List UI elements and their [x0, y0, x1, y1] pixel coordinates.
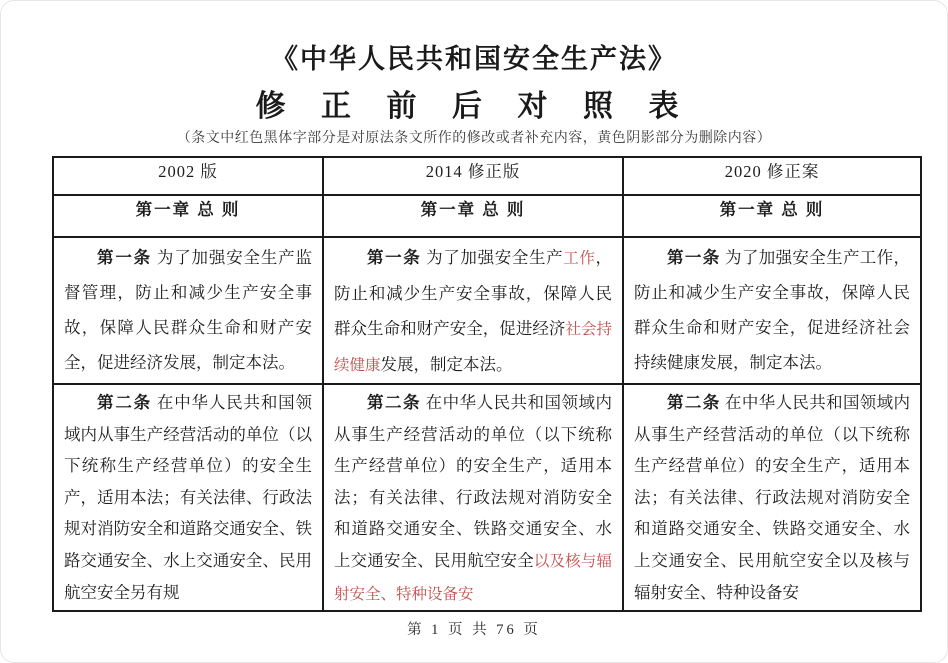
article-body-text: 为了加强安全生产工作，防止和减少生产安全事故，保障人民群众生命和财产安全，促进经济社会持续健康发展，制定本法。 — [634, 248, 911, 372]
article-text — [334, 240, 612, 383]
article-2-cell-2014 — [323, 384, 623, 611]
article-body-text: 为了加强安全生产监督管理，防止和减少生产安全事故，保障人民群众生命和财产安全，促进经济发展，制定本法。 — [64, 248, 313, 372]
header-row — [53, 157, 921, 195]
article-body-text: 为了加强安全生产 — [421, 248, 564, 267]
article-body-text: 发展，制定本法。 — [380, 355, 513, 374]
column-header-2020: 2020 修正案 — [623, 157, 921, 195]
article-number: 第一条 — [97, 248, 152, 267]
revised-text: 以及核与辐射安全、特种设备安 — [334, 552, 612, 603]
article-number: 第一条 — [367, 248, 422, 267]
page-number: 第 1 页 共 76 页 — [407, 622, 541, 638]
article-text — [634, 240, 910, 380]
article-1-cell-2014 — [323, 237, 623, 384]
table-row-article-1 — [53, 237, 921, 384]
article-number: 第一条 — [667, 248, 721, 267]
chapter-row — [53, 195, 921, 237]
legend-note: （条文中红色黑体字部分是对原法条文所作的修改或者补充内容，黄色阴影部分为删除内容） — [176, 131, 772, 146]
article-1-cell-2020 — [623, 237, 921, 384]
document-subtitle: 修 正 前 后 对 照 表 — [255, 90, 693, 123]
article-body-text: 在中华人民共和国领域内从事生产经营活动的单位（以下统称生产经营单位）的安全生产，适用本法；有关法律、行政法规对消防安全和道路交通安全、铁路交通安全、水上交通安全、民用航空安全另有规 — [64, 393, 313, 602]
article-text — [634, 387, 910, 608]
chapter-title-2002: 第一章 总 则 — [53, 195, 323, 237]
chapter-title-2020: 第一章 总 则 — [623, 195, 921, 237]
comparison-table — [52, 156, 922, 612]
article-2-cell-2020 — [623, 384, 921, 611]
article-number: 第二条 — [667, 393, 721, 412]
article-2-cell-2002 — [53, 384, 323, 611]
document-title: 《中华人民共和国安全生产法》 — [271, 44, 677, 74]
column-header-2014: 2014 修正版 — [323, 157, 623, 195]
revised-text: 社会持续健康 — [334, 321, 612, 374]
article-1-cell-2002 — [53, 237, 323, 384]
article-body-text: ，防止和减少生产安全事故，保障人民群众生命和财产安全，促进经济 — [334, 248, 613, 338]
chapter-title-2014: 第一章 总 则 — [323, 195, 623, 237]
article-body-text: 在中华人民共和国领域内从事生产经营活动的单位（以下统称生产经营单位）的安全生产，适用本法；有关法律、行政法规对消防安全和道路交通安全、铁路交通安全、水上交通安全、民用航空安全 — [334, 393, 613, 570]
article-text — [64, 387, 312, 608]
revised-text: 工作 — [563, 250, 596, 267]
article-number: 第二条 — [97, 393, 152, 412]
article-body-text: 在中华人民共和国领域内从事生产经营活动的单位（以下统称生产经营单位）的安全生产，适用本法；有关法律、行政法规对消防安全和道路交通安全、铁路交通安全、水上交通安全、民用航空安全以及核与辐射安全、特种设备安 — [634, 393, 911, 602]
table-row-article-2 — [53, 384, 921, 611]
article-text — [64, 240, 312, 380]
article-text — [334, 387, 612, 610]
column-header-2002: 2002 版 — [53, 157, 323, 195]
article-number: 第二条 — [367, 393, 421, 412]
